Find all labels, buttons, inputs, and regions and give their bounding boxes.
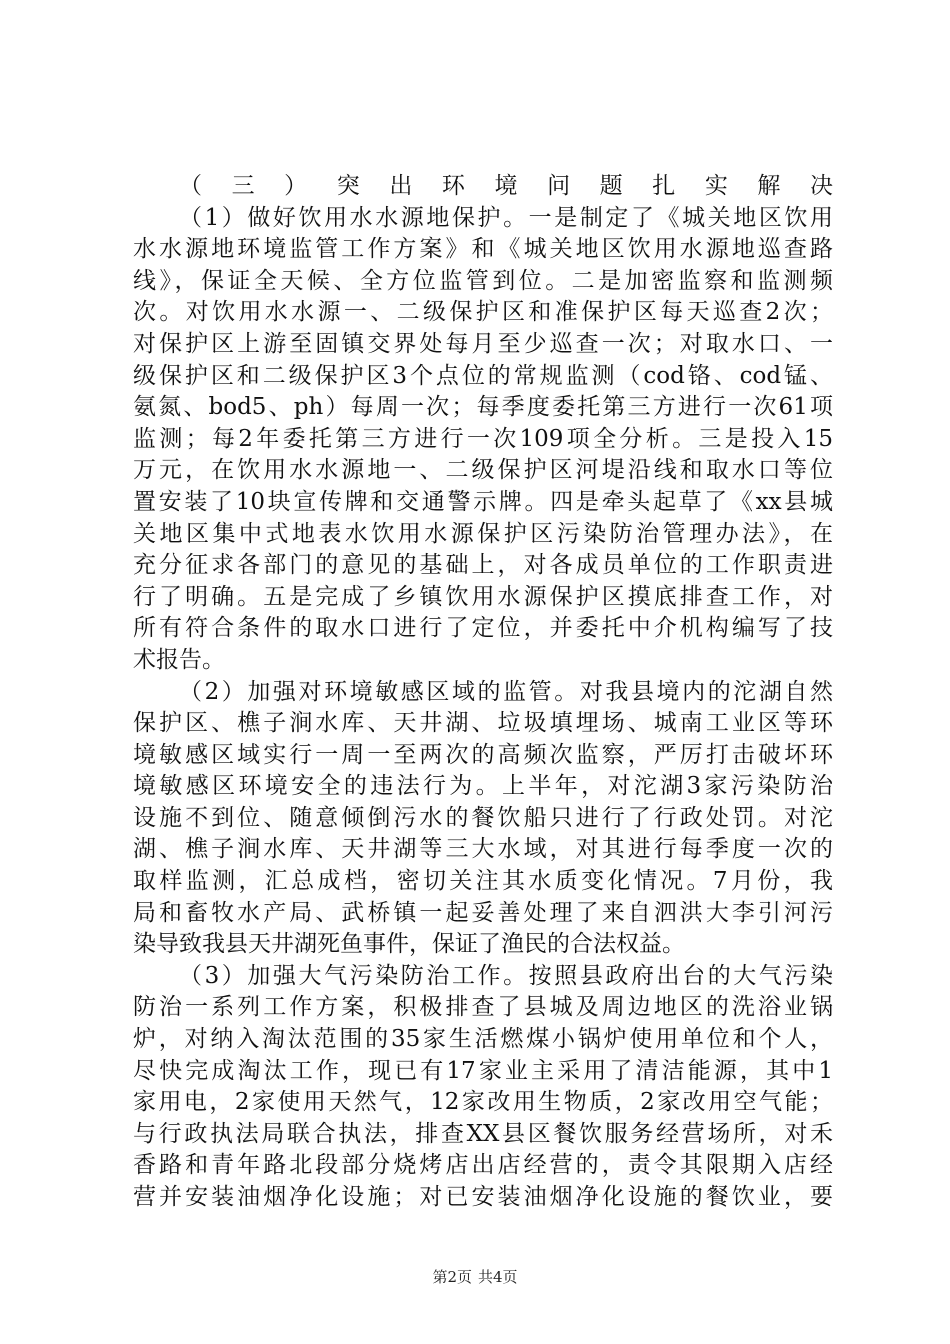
paragraph-1-line: 次。对饮用水水源一、二级保护区和准保护区每天巡查2次； bbox=[133, 299, 833, 326]
paragraph-3-line: 家用电，2家使用天然气，12家改用生物质，2家改用空气能； bbox=[133, 1089, 833, 1116]
paragraph-2-line: 局和畜牧水产局、武桥镇一起妥善处理了来自泗洪大李引河污 bbox=[133, 899, 833, 926]
paragraph-2-line: （2）加强对环境敏感区域的监管。对我县境内的沱湖自然 bbox=[179, 678, 833, 705]
paragraph-3-line: 与行政执法局联合执法，排查XX县区餐饮服务经营场所，对禾 bbox=[133, 1120, 833, 1147]
paragraph-2-line: 境敏感区环境安全的违法行为。上半年，对沱湖3家污染防治 bbox=[133, 773, 833, 800]
paragraph-1-line: 级保护区和二级保护区3个点位的常规监测（cod铬、cod锰、 bbox=[133, 362, 833, 389]
section-heading: （三）突出环境问题扎实解决 bbox=[179, 173, 833, 199]
paragraph-1-line: （1）做好饮用水水源地保护。一是制定了《城关地区饮用 bbox=[179, 204, 833, 231]
paragraph-1-line: 行了明确。五是完成了乡镇饮用水源保护区摸底排查工作，对 bbox=[133, 583, 833, 610]
paragraph-1-line: 万元，在饮用水水源地一、二级保护区河堤沿线和取水口等位 bbox=[133, 457, 833, 484]
paragraph-1-line: 术报告。 bbox=[133, 646, 225, 673]
page-number: 第2页 bbox=[432, 1268, 472, 1286]
paragraph-3-line: 防治一系列工作方案，积极排查了县城及周边地区的洗浴业锅 bbox=[133, 994, 833, 1021]
paragraph-1-line: 置安装了10块宣传牌和交通警示牌。四是牵头起草了《xx县城 bbox=[133, 488, 833, 515]
paragraph-1-line: 氨氮、bod5、ph）每周一次；每季度委托第三方进行一次61项 bbox=[133, 394, 833, 421]
page-footer bbox=[0, 1267, 950, 1287]
paragraph-1-line: 关地区集中式地表水饮用水源保护区污染防治管理办法》，在 bbox=[133, 520, 833, 547]
paragraph-1-line: 对保护区上游至固镇交界处每月至少巡查一次；对取水口、一 bbox=[133, 330, 833, 357]
paragraph-1-line: 监测；每2年委托第三方进行一次109项全分析。三是投入15 bbox=[133, 425, 833, 452]
paragraph-1-line: 线》，保证全天候、全方位监管到位。二是加密监察和监测频 bbox=[133, 267, 833, 294]
paragraph-3-line: （3）加强大气污染防治工作。按照县政府出台的大气污染 bbox=[179, 962, 833, 989]
paragraph-3-line: 营并安装油烟净化设施；对已安装油烟净化设施的餐饮业，要 bbox=[133, 1184, 833, 1210]
paragraph-3-line: 香路和青年路北段部分烧烤店出店经营的，责令其限期入店经 bbox=[133, 1152, 833, 1179]
paragraph-1-line: 所有符合条件的取水口进行了定位，并委托中介机构编写了技 bbox=[133, 615, 833, 642]
paragraph-2-line: 取样监测，汇总成档，密切关注其水质变化情况。7月份，我 bbox=[133, 868, 833, 895]
paragraph-2-line: 湖、樵子涧水库、天井湖等三大水域，对其进行每季度一次的 bbox=[133, 836, 833, 863]
paragraph-1-line: 充分征求各部门的意见的基础上，对各成员单位的工作职责进 bbox=[133, 552, 833, 579]
paragraph-1-line: 水水源地环境监管工作方案》和《城关地区饮用水源地巡查路 bbox=[133, 236, 833, 263]
document-body bbox=[133, 171, 833, 1214]
paragraph-2-line: 设施不到位、随意倾倒污水的餐饮船只进行了行政处罚。对沱 bbox=[133, 804, 833, 831]
paragraph-2-line: 染导致我县天井湖死鱼事件，保证了渔民的合法权益。 bbox=[133, 931, 685, 958]
page-total: 共4页 bbox=[478, 1268, 518, 1286]
paragraph-3-line: 炉，对纳入淘汰范围的35家生活燃煤小锅炉使用单位和个人， bbox=[133, 1026, 833, 1053]
paragraph-3-line: 尽快完成淘汰工作，现已有17家业主采用了清洁能源，其中1 bbox=[133, 1057, 833, 1084]
paragraph-2-line: 境敏感区域实行一周一至两次的高频次监察，严厉打击破坏环 bbox=[133, 741, 833, 768]
paragraph-2-line: 保护区、樵子涧水库、天井湖、垃圾填埋场、城南工业区等环 bbox=[133, 710, 833, 737]
